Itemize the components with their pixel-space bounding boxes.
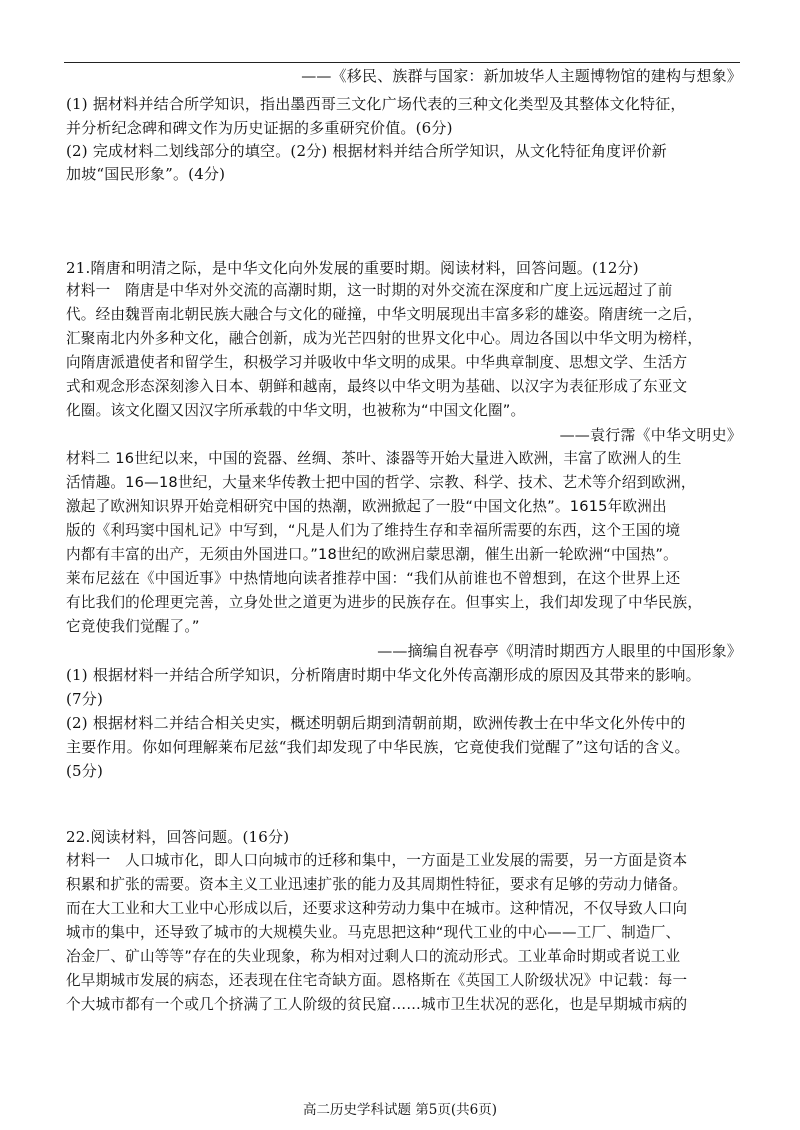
header-citation: ——《移民、族群与国家：新加坡华人主题博物馆的建构与想象》	[301, 67, 742, 85]
q21-sub2-line: (5分)	[66, 762, 104, 780]
q21-title: 21.隋唐和明清之际，是中华文化向外发展的重要时期。阅读材料，回答问题。(12分)	[66, 259, 639, 277]
q21-sub1-line: (7分)	[66, 690, 104, 708]
top-rule	[64, 62, 740, 63]
page-footer: 高二历史学科试题 第5页(共6页)	[302, 1102, 497, 1118]
q21-material2-line: 莱布尼兹在《中国近事》中热情地向读者推荐中国：“我们从前谁也不曾想到，在这个世界上还	[66, 570, 681, 587]
q20-sub1-line: (1) 据材料并结合所学知识，指出墨西哥三文化广场代表的三种文化类型及其整体文化特征，	[66, 95, 686, 113]
q21-material1-line: 化圈。该文化圈又因汉字所承载的中华文明，也被称为“中国文化圈”。	[66, 402, 526, 419]
q22-material1-line: 化早期城市发展的病态，还表现在住宅奇缺方面。恩格斯在《英国工人阶级状况》中记载：每一	[66, 972, 688, 989]
q20-sub1-line: 并分析纪念碑和碑文作为历史证据的多重研究价值。(6分)	[66, 119, 453, 137]
q22-material1-line: 而在大工业和大工业中心形成以后，还要求这种劳动力集中在城市。这种情况，不仅导致人口向	[66, 900, 688, 917]
q20-sub2-line: (2) 完成材料二划线部分的填空。(2分) 根据材料并结合所学知识，从文化特征角度评价新	[66, 142, 667, 160]
q21-sub2-line: 主要作用。你如何理解莱布尼兹“我们却发现了中华民族，它竟使我们觉醒了”这句话的含义。	[66, 738, 690, 756]
q21-source2: ——摘编自祝春亭《明清时期西方人眼里的中国形象》	[377, 642, 742, 660]
q21-material1-line: 材料一 隋唐是中华对外交流的高潮时期，这一时期的对外交流在深度和广度上远远超过了前	[66, 282, 673, 299]
q22-material1-line: 冶金厂、矿山等等”存在的失业现象，称为相对过剩人口的流动形式。工业革命时期或者说工业	[66, 948, 681, 965]
q21-material2-line: 激起了欧洲知识界开始竞相研究中国的热潮，欧洲掀起了一股“中国文化热”。1615年欧洲出	[66, 498, 667, 515]
q21-material2-line: 版的《利玛窦中国札记》中写到，“凡是人们为了维持生存和幸福所需要的东西，这个王国的境	[66, 522, 681, 539]
q21-material2-line: 有比我们的伦理更完善，立身处世之道更为进步的民族存在。但事实上，我们却发现了中华民族，	[66, 594, 703, 611]
q22-material1-line: 城市的集中，还导致了城市的大规模失业。马克思把这种“现代工业的中心——工厂、制造厂、	[66, 924, 681, 941]
q21-material2-line: 它竟使我们觉醒了。”	[66, 618, 200, 635]
q21-material1-line: 代。经由魏晋南北朝民族大融合与文化的碰撞，中华文明展现出丰富多彩的雄姿。隋唐统一之后，	[66, 306, 703, 323]
q21-source1: ——袁行霈《中华文明史》	[559, 426, 742, 444]
q22-material1-line: 个大城市都有一个或几个挤满了工人阶级的贫民窟……城市卫生状况的恶化，也是早期城市病的	[66, 996, 688, 1013]
q21-material1-line: 向隋唐派遣使者和留学生，积极学习并吸收中华文明的成果。中华典章制度、思想文学、生活方	[66, 354, 688, 371]
q21-material2-line: 内都有丰富的出产，无须由外国进口。”18世纪的欧洲启蒙思潮，催生出新一轮欧洲“中国热”。	[66, 546, 678, 563]
q21-sub2-line: (2) 根据材料二并结合相关史实，概述明朝后期到清朝前期，欧洲传教士在中华文化外传中的	[66, 714, 686, 732]
q21-material1-line: 汇聚南北内外多种文化，融合创新，成为光芒四射的世界文化中心。周边各国以中华文明为榜样，	[66, 330, 703, 347]
q21-sub1-line: (1) 根据材料一并结合所学知识，分析隋唐时期中华文化外传高潮形成的原因及其带来的影响。	[66, 666, 701, 684]
q22-title: 22.阅读材料，回答问题。(16分)	[66, 828, 290, 846]
q22-material1-line: 材料一 人口城市化，即人口向城市的迁移和集中，一方面是工业发展的需要，另一方面是资本	[66, 852, 688, 869]
q21-material2-line: 活情趣。16—18世纪，大量来华传教士把中国的哲学、宗教、科学、技术、艺术等介绍到欧洲，	[66, 474, 696, 491]
q21-material2-line: 材料二 16世纪以来，中国的瓷器、丝绸、茶叶、漆器等开始大量进入欧洲，丰富了欧洲人的生	[66, 450, 682, 467]
q21-material1-line: 式和观念形态深刻渗入日本、朝鲜和越南，最终以中华文明为基础、以汉字为表征形成了东亚文	[66, 378, 688, 395]
q20-sub2-line: 加坡“国民形象”。(4分)	[66, 165, 226, 183]
q22-material1-line: 积累和扩张的需要。资本主义工业迅速扩张的能力及其周期性特征，要求有足够的劳动力储备。	[66, 876, 688, 893]
